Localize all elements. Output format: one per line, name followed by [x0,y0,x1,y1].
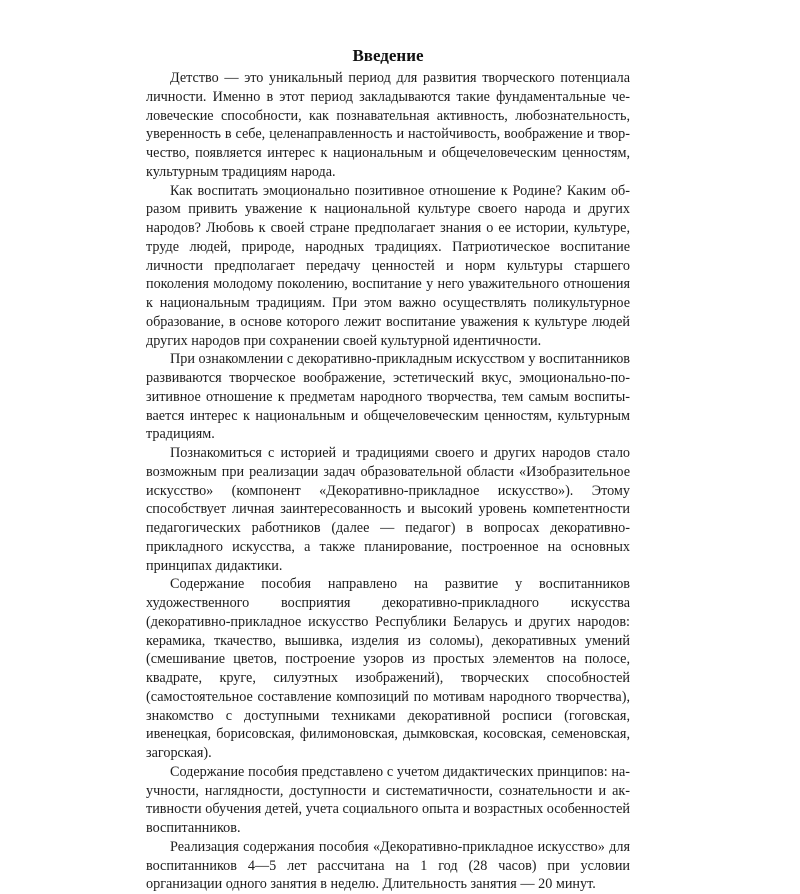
paragraph-7: Реализация содержания пособия «Декоративно-прикладное искусство» для воспитанников 4—5 лет рассчитана на 1 год (28 часов) при условии организации одного занятия в неделю. Длительность занятия — 20 минут. [146,838,630,893]
page-title: Введение [352,46,424,65]
paragraph-1: Детство — это уникальный период для развития творческого потенциала личности. Именно в этот период закладываются такие фундаментальные человеческие способности, как познавательная активность, любознательность, уверенность в себе, целенаправленность и настойчивость, воображение и творчество, появляется интерес к национальным и общечеловеческим ценностям, культурным традициям народа. [146,70,630,180]
paragraph-2: Как воспитать эмоционально позитивное отношение к Родине? Каким образом привить уважение к национальной культуре своего народа и других народов? Любовь к своей стране предполагает знания о ее истории, культуре, труде людей, природе, народных традициях. Патриотическое воспитание личности предполагает передачу ценностей и норм культуры старшего поколения молодому поколению, воспитание у него уважительного отношения к национальным традициям. При этом важно осуществлять поликультурное образование, в основе которого лежит воспитание уважения к культуре людей других народов при сохранении своей культурной идентичности. [146,182,630,349]
document-page [146,46,630,894]
paragraph-6: Содержание пособия представлено с учетом дидактических принципов: научности, наглядности, доступности и систематичности, сознательности и активности обучения детей, учета социального опыта и возрастных особенностей воспитанников. [146,763,630,836]
paragraph-5: Содержание пособия направлено на развитие у воспитанников художественного восприятия декоративно-прикладного искусства (декоративно-прикладное искусство Республики Беларусь и других народов: керамика, ткачество, вышивка, изделия из соломы), декоративных умений (смешивание цветов, построение узоров из простых элементов на полосе, квадрате, круге, силуэтных изображений), творческих способностей (самостоятельное составление композиций по мотивам народного творчества), знакомство с доступными техниками декоративной росписи (гоговская, ивенецкая, борисовская, филимоновская, дымковская, косовская, семеновская, загорская). [146,576,630,761]
paragraph-4: Познакомиться с историей и традициями своего и других народов стало возможным при реализации задач образовательной области «Изобразительное искусство» (компонент «Декоративно-прикладное искусство»). Этому способствует личная заинтересованность и высокий уровень компетентности педагогических работников (далее — педагог) в вопросах декоративно-прикладного искусства, а также планирование, построенное на основных принципах дидактики. [146,445,630,574]
paragraph-3: При ознакомлении с декоративно-прикладным искусством у воспитанников развиваются творческое воображение, эстетический вкус, эмоционально-позитивное отношение к предметам народного творчества, тем самым воспитывается интерес к национальным и общечеловеческим ценностям, культурным традициям. [146,351,630,443]
